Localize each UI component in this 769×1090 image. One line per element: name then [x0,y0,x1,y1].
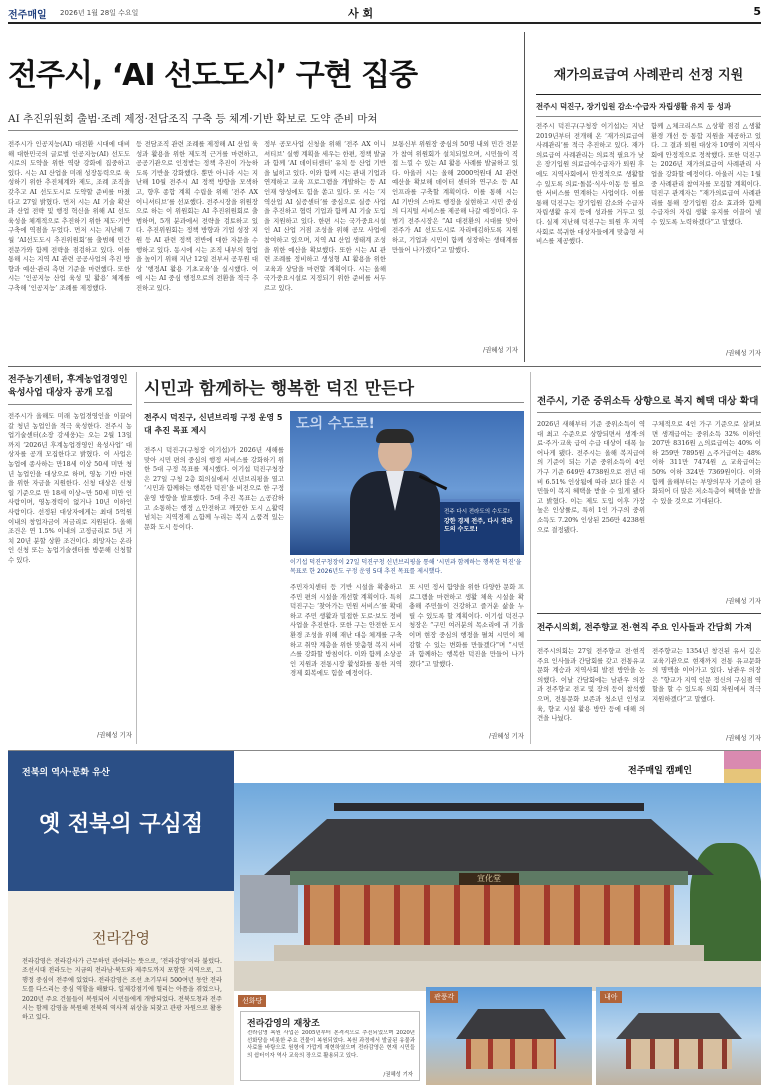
mayor-photo [290,411,524,555]
sidebar-top-column-2-wrap [651,122,761,362]
lead-author: /권혜성 기자 [482,346,518,354]
naea-roof [616,1013,742,1039]
welfare-column-1: 2026년 새해부터 기준 중위소득이 역대 최고 수준으로 상향되면서 생계·의료·주거·교육 급여 수급 대상이 대폭 늘어나게 됐다. 전주시는 올해 복지급여의 기준이 되는 기준 중위소득이 4인 가구 기준 649만 4738원으로 전년 대비 6.51% 인상됨에 따라 보다 많은 시민들이 복지 혜택을 받을 수 있게 됐다고 밝혔다. 이는 제도 도입 이후 가장 높은 인상률로, 특히 1인 가구의 중위소득도 7.20% 인상된 256만 4238원으로 결정됐다. [537,420,645,534]
welfare-headline: 전주시, 기준 중위소득 상향으로 복지 혜택 대상 확대 [537,396,759,407]
mayor-divider [530,372,531,744]
mid-rule [8,366,761,367]
agri-divider [136,372,137,744]
campaign-accent-1 [724,751,761,769]
lead-sub-rule [8,130,518,131]
mayor-rule [144,402,524,403]
sidebar-top-headline: 재가의료급여 사례관리 선정 지원 [553,68,744,83]
podium-line-2: 강한 경제 전주, 다시 전라도의 수도로! [444,518,513,533]
sidebar-top-rule-1 [536,94,761,95]
hall-body [304,885,674,945]
agri-body-wrap [8,412,132,744]
special-title: 옛 전북의 구심점 [38,812,204,837]
mayor-photo-caption: 이기섭 덕진구청장이 27일 덕진구청 신년브리핑을 통해 ‘시민과 함께하는 행복한 덕진’을 목표로 한 2026년도 구정 운영 5대 추진 목표를 제시했다. [290,559,522,575]
page-number: 5 [753,5,761,18]
special-subject: 전라감영 [92,929,150,947]
label-gwanpunggak: 관풍각 [430,991,458,1003]
council-column-2-wrap [652,647,761,744]
special-body: 전라감영은 전라감사가 근무하던 관아라는 뜻으로, ‘전라감영’이라 불렀다. 조선시대 전라도는 지금의 전라남·북도와 제주도까지 포함한 지역으로, 그 행정 중심이 전주에 있었다. 전라감영은 조선 초기부터 500여년 동안 전라도를 다스리는 중심 역할을 해왔다. 일제강점기에 헐리는 아픔을 겪었으나, 2020년 주요 건물들이 복원되어 시민들에게 개방되었다. 전북도청과 전주시는 함께 감영을 복원해 전북의 역사적 위상을 되찾고 관광 자원으로 활용하고 있다. [22,958,222,1022]
council-author: /권혜성 기자 [725,734,761,742]
mayor-column-1: 전주시 덕진구(구청장 이기섭)가 2026년 새해를 맞아 시민 편의 중심의 행정 서비스를 강화하기 위한 5대 구정 목표를 제시했다. 이기섭 덕진구청장은 27일 구청 2층 회의실에서 신년브리핑을 열고 ‘시민과 함께하는 행복한 덕진’을 비전으로 한 구정 운영 방향을 발표했다. 5대 추진 목표는 △공감하고 소통하는 행정 △안전하고 깨끗한 도시 △활력 넘치는 지역경제 △함께 누리는 복지 △품격 있는 문화 도시 등이다. [144,446,284,531]
special-left-panel [8,751,234,1085]
seonhwadang-photo [234,783,761,991]
section-name: 사 회 [348,7,374,20]
welfare-column-2: 구체적으로 4인 가구 기준으로 살펴보면 생계급여는 중위소득 32% 이하인 207만 8316원 △의료급여는 40% 이하 259만 7895원 △주거급여는 48% 이하 311만 7474원 △교육급여는 50% 이하 324만 7369원이다. 이와 함께 올해부터는 부양의무자 기준이 완화되어 더 많은 저소득층이 혜택을 받을 수 있을 것으로 기대된다. [652,420,761,505]
lead-column-4: 보통신부 위원장 중심의 50명 내외 민간 전문가 참여 위원회가 설치되었으며, 시민들이 직접 느낄 수 있는 AI 활용 사례를 발굴하고 있다. 아울러 시는 올해 2000억원대 AI 관련 예산을 확보해 데이터 센터와 연구소 등 AI 인프라를 구축할 계획이다. 이를 통해 시는 AI 기반의 스마트 행정을 실현하고 시민 중심의 디지털 서비스를 제공해 나갈 예정이다. 우범기 전주시장은 “AI 대전환의 시대를 맞아 전주가 AI 선도도시로 자리매김하도록 지원하고, 기업과 시민이 함께 성장하는 생태계를 만들어 나가겠다”고 말했다. [392,140,518,254]
agri-headline: 전주농기센터, 후계농업경영인 육성사업 대상자 공개 모집 [8,375,128,398]
welfare-rule [537,412,761,413]
special-kicker: 전북의 역사·문화 유산 [22,768,110,778]
agri-author: /권혜성 기자 [96,731,132,739]
mayor-column-2: 주민자치센터 등 기반 시설을 확충하고 주민 편의 시설을 개선할 계획이다. 특히 덕진구는 ‘찾아가는 민원 서비스’를 확대하고 주민 생활과 밀접한 도로·보도 정비 사업을 추진한다. 또한 구는 안전한 도시 환경 조성을 위해 재난 대응 체계를 구축하고 취약 계층을 위한 맞춤형 복지 서비스를 강화할 방침이다. 이와 함께 소상공인 지원과 전통시장 활성화를 통한 지역경제 회복에도 힘쓸 예정이다. [290,583,402,678]
roof [264,805,714,875]
council-column-2: 전주향교는 1354년 창건된 유서 깊은 교육기관으로 현재까지 전통 유교문화의 명맥을 이어가고 있다. 남관우 의장은 “향교가 지역 인문 정신의 구심점 역할을 할 수 있도록 의회 차원에서 적극 지원하겠다”고 말했다. [652,647,761,703]
restoration-text: 전라감영 복원 사업은 2005년부터 본격적으로 추진되었으며 2020년 선화당을 비롯한 주요 건물이 복원되었다. 복원 과정에서 발굴된 유물과 사료를 바탕으로 원형에 가깝게 재현하였으며 전라감영은 현재 시민들의 쉼터이자 역사 교육의 장으로 활용되고 있다. [247,1030,415,1059]
lead-subheadline: AI 추진위원회 출범·조례 제정·전담조직 구축 등 체계·기반 확보로 도약 준비 마쳐 [8,113,378,125]
lead-column-3: 정부 공모사업 신청을 위해 ‘전주 AX 이니셔티브’ 실행 계획을 세우는 한편, 정책 발굴과 함께 ‘AI 데이터센터’ 유치 등 산업 기반을 넓히고 있다. 이와 함께 시는 관내 기업과 연계하고 교육 프로그램을 개발하는 등 AI 인재 양성에도 힘을 쏟고 있다. 또 시는 ‘지역산업 AI 실증센터’를 중심으로 실증 사업을 추진하고 협력 기업과 함께 AI 기술 도입을 지원하고 있다. 한편 시는 국가중요시설인 AI 산업 거점 조성을 위해 공모 사업에 참여하고 있으며, 지역 AI 산업 생태계 조성을 위한 예산을 확보했다. 또한 시는 AI 관련 조례를 정비하고 생성형 AI 활용을 위한 교육과 상담을 마련할 계획이다. 시는 올해 국가중요시설로 지정되기 위한 준비를 서두르고 있다. [264,140,386,292]
gwanpunggak-photo [426,987,592,1085]
council-headline: 전주시의회, 전주향교 전·현직 주요 인사들과 간담회 가져 [537,623,752,633]
mayor-headline: 시민과 함께하는 행복한 덕진 만든다 [144,379,415,399]
mayor-subheadline: 전주시 덕진구, 신년브리핑 구정 운영 5대 추진 목표 제시 [144,413,283,435]
podium-line-1: 전주 다시 전라도의 수도로! [444,509,510,515]
lead-headline: 전주시, ‘AI 선도도시’ 구현 집중 [8,58,418,93]
masthead [8,5,761,21]
agri-rule [8,404,132,405]
label-naea: 내아 [600,991,622,1003]
naea-body [626,1039,732,1069]
lead-column-1: 전주시가 인공지능(AI) 대전환 시대에 대비해 대한민국의 글로벌 인공지능(AI) 선도도시로의 도약을 위한 역량 강화에 집중하고 있다. 시는 AI 산업을 미래 성장동력으로 육성하기 위한 추진체계와 제도, 조례 조직을 갖추고 AI 선도도시로 도약할 준비를 마쳤다고 27일 밝혔다. 먼저 시는 AI 기술 확산과 산업 전략 및 행정 혁신을 위해 AI 선도 육성을 체계적으로 추진하기 위한 제도·기반 구축에 역점을 두었다. 먼저 시는 지난해 7월 ‘AI선도도시 추진위원회’를 출범해 민간 전문가와 함께 전략을 점검하고 있다. 이를 통해 시는 지역 AI 관련 공공사업의 추진 방향과 예산·관리 측면 기준을 마련했다. 또한 시는 ‘인공지능 산업 육성 및 활용’ 체계를 구축해 ‘인공지능’ 조례를 제정했다. [8,140,130,292]
restoration-box [240,1011,420,1081]
podium [440,499,520,555]
special-section [8,750,761,1084]
council-rule [537,640,761,641]
sidebar-top-column-2: 함께 △체크리스트 △상황 점검 △생활 환경 개선 등 통합 지원을 제공하고 있다. 그 결과 퇴원 대상자 10명이 지역사회에 안정적으로 정착했다. 또한 덕진구는 2026년 재가의료급여 사례관리 사업을 강화할 예정이다. 아울러 시는 1월 중 사례관리 참여자를 모집할 계획이다. 덕진구 관계자는 “재가의료급여 사례관리를 통해 장기입원 감소 효과와 함께 수급자의 자립 생활 유지를 이끌어 낼 수 있도록 노력하겠다”고 말했다. [651,122,761,226]
hanging-sign: 宣化堂 [459,873,519,885]
lead-column-4-wrap [392,140,518,360]
campaign-tag: 전주매일 캠페인 [628,766,692,776]
header-rule [8,22,761,24]
welfare-bottom-rule [537,613,761,614]
gwanpunggak-body [466,1039,556,1069]
photo-banner-text: 도의 수도로! [296,416,375,432]
sidebar-top-subheadline: 전주시 덕진구, 장기입원 감소·수급자 자립생활 유지 등 성과 [536,102,731,111]
restoration-author: /권혜성 기자 [383,1072,413,1078]
mayor-author: /권혜성 기자 [488,732,524,740]
welfare-author: /권혜성 기자 [725,597,761,605]
sidebar-top-column-1: 전주시 덕진구(구청장 이기섭)는 지난 2019년부터 전개해 온 ‘재가의료급여 사례관리’를 적극 추진하고 있다. 재가의료급여 사례관리는 의료적 필요가 낮은 장기입원 의료급여수급자가 퇴원 후에도 지역사회에서 안정적으로 생활할 수 있도록 의료·돌봄·식사·이동 등 필요한 서비스를 연계하는 사업이다. 이를 통해 덕진구는 장기입원 감소와 수급자 자립생활 유지 등에 성과를 거두고 있다. 실제 지난해 덕진구는 퇴원 후 지역사회로 복귀한 대상자들에게 맞춤형 서비스를 제공했다. [536,122,644,246]
lead-divider [524,32,525,362]
roof-ridge [334,803,644,811]
gwanpunggak-roof [456,1009,566,1039]
sidebar-top-author: /권혜성 기자 [725,349,761,357]
agri-body: 전주시가 올해도 미래 농업경영인을 이끌어갈 청년 농업인을 적극 육성한다. 전주시 농업기술센터(소장 강세웅)는 오는 2월 13일까지 ‘2026년 후계농업경영인 육성사업’ 대상자를 공개 모집한다고 밝혔다. 이 사업은 농업에 종사하는 만18세 이상 50세 미만 청년 농업인을 대상으로 하며, 영농 기반 마련을 위한 자금을 지원한다. 신청 대상은 신청일 기준으로 만 18세 이상~만 50세 미만 인 사람이며, 영농경력이 없거나 10년 이하인 사람이다. 선정된 대상자에게는 최대 5억원 이내의 창업자금이 저금리로 지원된다. 올해 조건은 연 1.5% 이내의 고정금리로 5년 거치 20년 분할 상환 조건이다. 희망자는 온라인 신청 또는 농업기술센터를 방문해 신청할 수 있다. [8,412,132,564]
naea-photo [596,987,761,1085]
speaker-hair [376,429,414,443]
mayor-column-3: 또 시민 정서 함양을 위한 다양한 문화 프로그램을 마련하고 생활 체육 시설을 확충해 주민들이 건강하고 즐거운 삶을 누릴 수 있도록 할 계획이다. 이기섭 덕진구청장은 “구민 여러분의 목소리에 귀 기울이며 현장 중심의 행정을 펼쳐 시민이 체감할 수 있는 변화를 만들겠다”며 “시민과 함께하는 행복한 덕진을 만들어 나가겠다”고 말했다. [409,583,524,668]
lead-column-2: 등 전담조직 관련 조례를 제정해 AI 산업 육성과 활용을 위한 제도적 근거를 마련하고, 공공기관으로 인정받는 정책 추진이 가능하도록 기반을 강화했다. 뿐만 아니라 시는 지난해 10월 전주시 AI 정책 방향을 모색하고, 향후 종합 계획 수립을 위해 ‘전주 AX 이니셔티브’를 선포했다. 전주시장을 위원장으로 하는 이 위원회는 AI 추진위원회로 출범하며, 5개 분과에서 전략을 검토하고 있다. 추진위원회는 정책 방향과 기업 성장 지원 등 AI 관련 정책 전반에 대한 자문을 수행하고 있다. 동시에 시는 조직 내부의 협업을 높이기 위해 지난 12일 전부서 공무원 대상 ‘행정AI 활용 기초교육’을 실시했다. 이에 시는 AI 중심 행정으로의 전환을 적극 추진하고 있다. [136,140,258,292]
label-seonhwadang: 선화당 [238,995,266,1007]
restoration-title: 전라감영의 재창조 [247,1019,320,1029]
sidebar-top-rule-2 [536,116,761,117]
mayor-column-3-wrap [409,583,524,744]
paper-name: 전주매일 [8,10,47,21]
hall-base [274,945,704,961]
council-column-1: 전주시의회는 27일 전주향교 전·현직 주요 인사들과 간담회를 갖고 전통유교문화 계승과 지역사회 발전 방안을 논의했다. 이날 간담회에는 남관우 의장과 전주향교 전교 및 장의 등이 참석했으며, 전통문화 보존과 청소년 인성교육, 향교 시설 활용 방안 등에 대해 의견을 나눴다. [537,647,645,723]
issue-date: 2026년 1월 28일 수요일 [60,9,139,17]
welfare-column-2-wrap [652,420,761,610]
